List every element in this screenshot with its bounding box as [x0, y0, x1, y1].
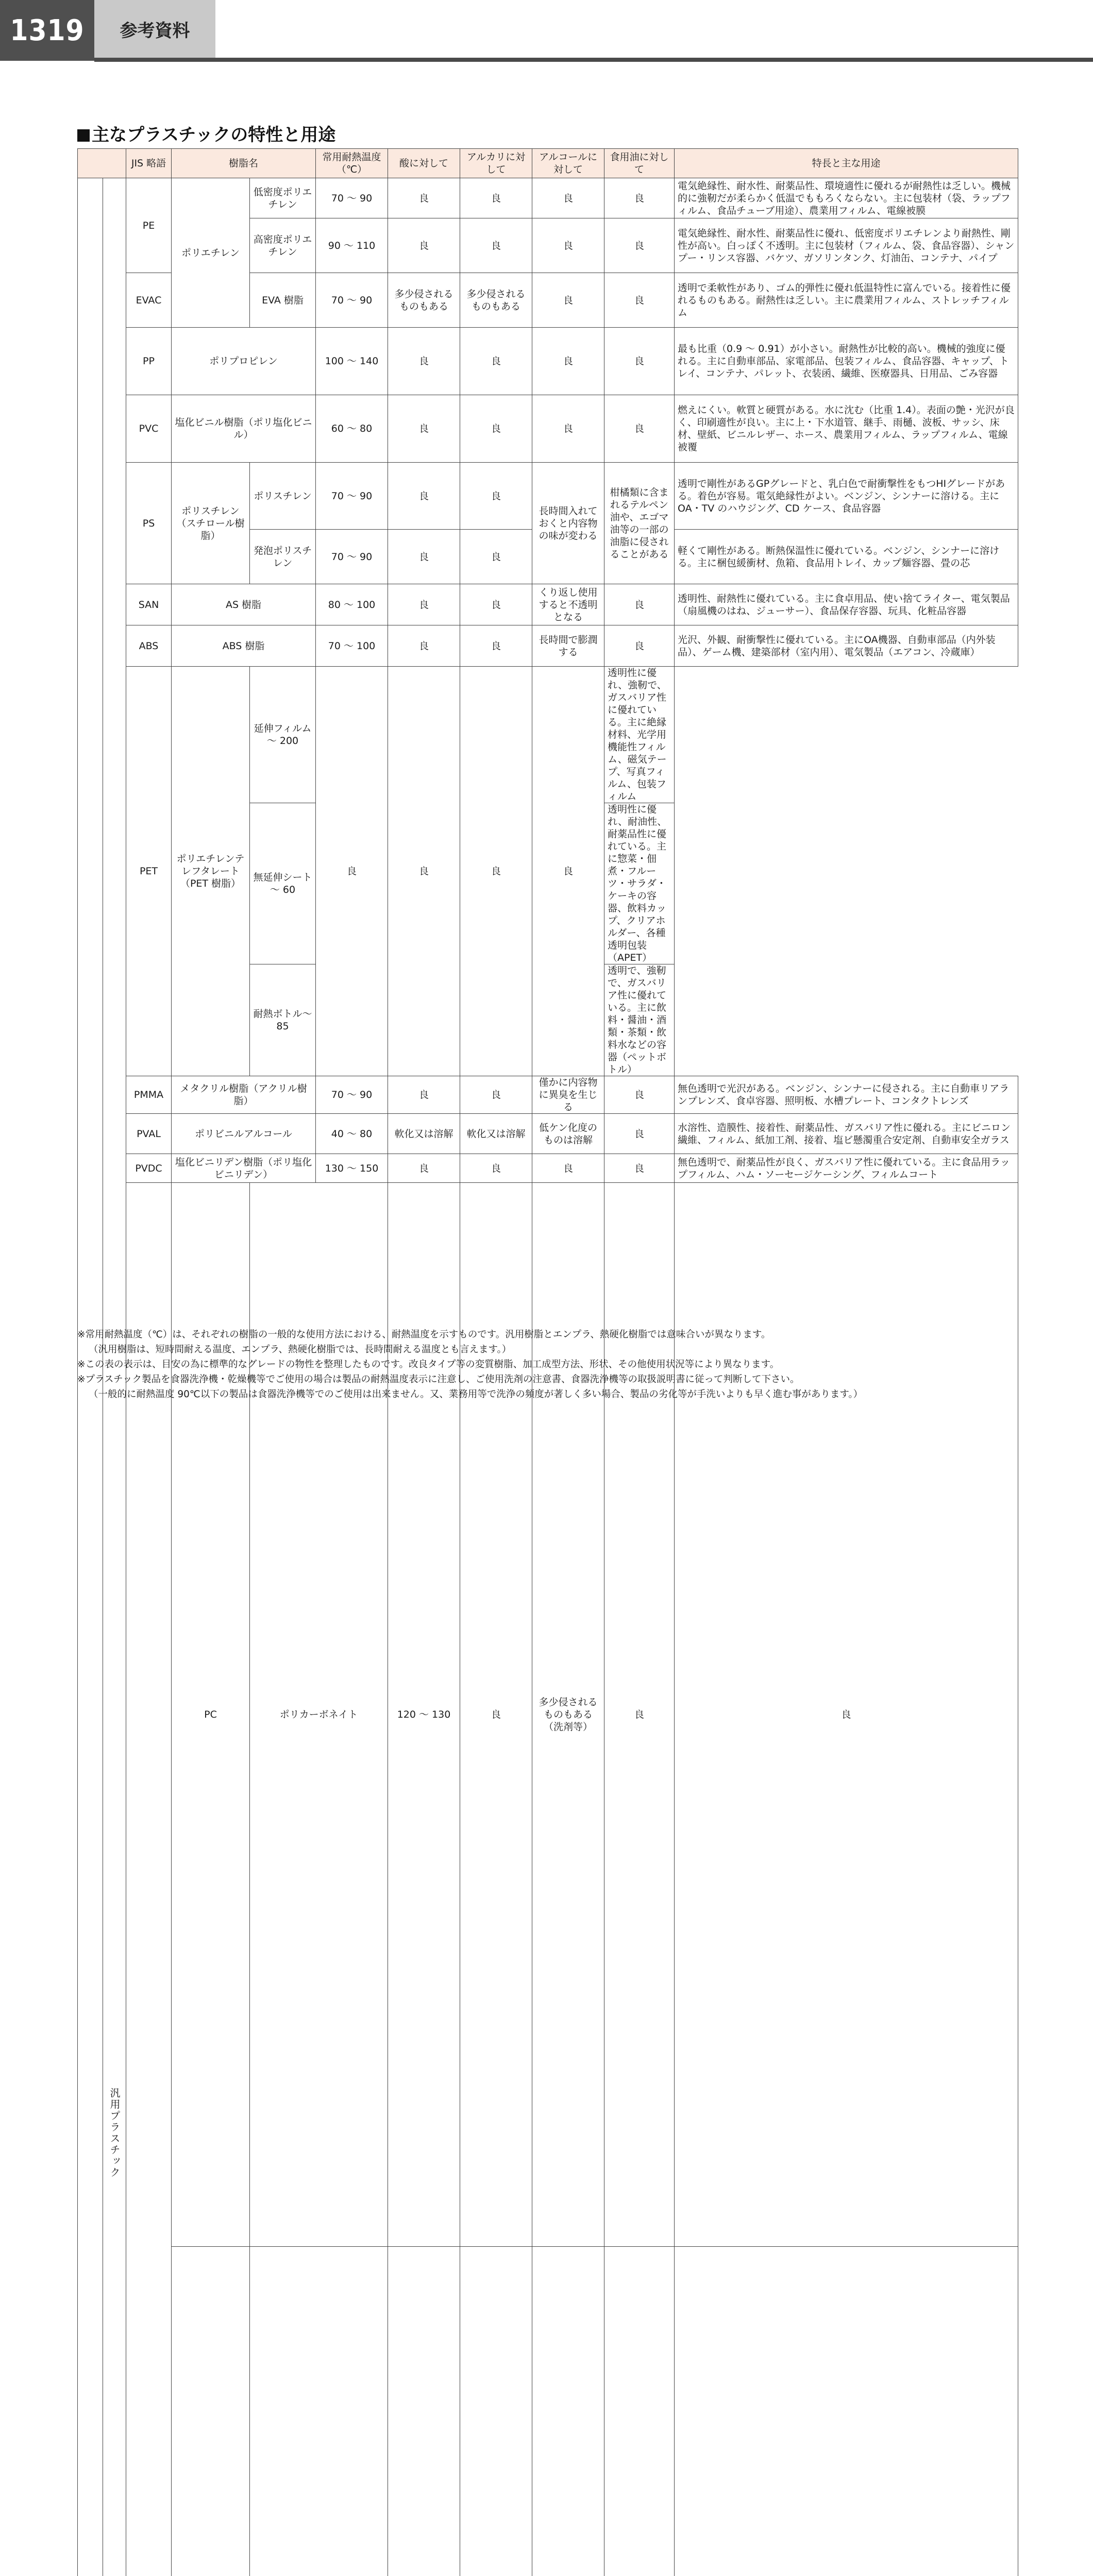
resin-name: 塩化ビニリデン樹脂（ポリ塩化ビニリデン） — [172, 1154, 316, 1183]
jis-code: PP — [126, 328, 172, 395]
resin-subname: 低密度ポリエチレン — [250, 178, 316, 218]
resin-name: ポリビニルアルコール — [172, 1114, 316, 1154]
page-number: 1319 — [0, 0, 94, 61]
resin-name: ポリカーボネイト — [250, 1183, 388, 2247]
table-row — [78, 463, 1018, 530]
alcohol-cell: 良 — [460, 667, 532, 1076]
alkali-cell: 軟化又は溶解 — [460, 1114, 532, 1154]
table-row — [78, 584, 1018, 625]
alcohol-cell — [604, 2247, 675, 2576]
alcohol-cell: くり返し使用すると不透明となる — [532, 584, 604, 625]
resin-name — [250, 2247, 388, 2576]
acid-cell — [460, 2247, 532, 2576]
alkali-cell: 良 — [460, 395, 532, 463]
jis-code — [172, 2247, 250, 2576]
resin-subname: 高密度ポリエチレン — [250, 218, 316, 273]
alkali-cell: 良 — [460, 625, 532, 667]
resin-name: ポリエチレンテレフタレート（PET 樹脂） — [172, 667, 250, 1076]
table-row — [78, 395, 1018, 463]
pet-grade-temp: 無延伸シート～ 60 — [250, 803, 316, 964]
temp-cell: 60 ～ 80 — [316, 395, 388, 463]
acid-cell: 良 — [388, 463, 460, 530]
oil-cell: 良 — [604, 625, 675, 667]
alcohol-cell: 僅かに内容物に異臭を生じる — [532, 1076, 604, 1114]
temp-cell: 120 ～ 130 — [388, 1183, 460, 2247]
alcohol-cell: 良 — [604, 1183, 675, 2247]
alkali-cell: 多少侵されるものもある（洗剤等） — [532, 1183, 604, 2247]
table-row — [78, 1076, 1018, 1114]
header-jis: JIS 略語 — [126, 149, 172, 178]
jis-code: PMMA — [126, 1076, 172, 1114]
pet-grade-temp: 延伸フィルム～ 200 — [250, 667, 316, 803]
features-cell: 透明で剛性があるGPグレードと、乳白色で耐衝撃性をもつHIグレードがある。着色が容易。電気絶縁性がよい。ベンジン、シンナーに溶ける。主に OA・TV のハウジング、CD ケース、食品容器 — [675, 463, 1018, 530]
features-cell: 軽くて剛性がある。断熱保温性に優れている。ベンジン、シンナーに溶ける。主に梱包緩衝材、魚箱、食品用トレイ、カップ麺容器、畳の芯 — [675, 530, 1018, 584]
header-features: 特長と主な用途 — [675, 149, 1018, 178]
acid-cell: 良 — [388, 218, 460, 273]
features-cell: 無色透明で光沢がある。ベンジン、シンナーに侵される。主に自動車リアランプレンズ、食卓容器、照明板、水槽プレート、コンタクトレンズ — [675, 1076, 1018, 1114]
features-cell: 燃えにくい。軟質と硬質がある。水に沈む（比重 1.4）。表面の艶・光沢が良く、印刷適性が良い。主に上・下水道管、継手、雨樋、波板、サッシ、床材、壁紙、ビニルレザー、ホース、農業用フィルム、ラップフィルム、電線被覆 — [675, 395, 1018, 463]
features-cell: 水溶性、造膜性、接着性、耐薬品性、ガスバリア性に優れる。主にビニロン繊維、フィルム、紙加工剤、接着、塩ビ懸濁重合安定剤、自動車安全ガラス — [675, 1114, 1018, 1154]
acid-cell: 多少侵されるものもある — [388, 273, 460, 328]
jis-code: PVAL — [126, 1114, 172, 1154]
temp-cell: 70 ～ 90 — [316, 273, 388, 328]
features-cell: 電気絶縁性、耐水性、耐薬品性、環境適性に優れるが耐熱性は乏しい。機械的に強靭だが柔らかく低温でももろくならない。主に包装材（袋、ラップフィルム、食品チューブ用途）、農業用フィルム、電線被膜 — [675, 178, 1018, 218]
table-row — [78, 178, 1018, 218]
jis-code: PVDC — [126, 1154, 172, 1183]
resin-name: ポリプロピレン — [172, 328, 316, 395]
alkali-cell: 多少侵されるものもある — [460, 273, 532, 328]
alcohol-cell: 良 — [532, 178, 604, 218]
features-cell: 無色透明で、耐薬品性が良く、ガスバリア性に優れている。主に食品用ラップフィルム、ハム・ソーセージケーシング、フィルムコート — [675, 1154, 1018, 1183]
features-cell: 最も比重（0.9 ～ 0.91）が小さい。耐熱性が比較的高い。機械的強度に優れる。主に自動車部品、家電部品、包装フィルム、食品容器、キャップ、トレイ、コンテナ、パレット、衣装函、繊維、医療器具、日用品、ごみ容器 — [675, 328, 1018, 395]
oil-cell: 良 — [532, 667, 604, 1076]
acid-cell: 良 — [388, 530, 460, 584]
acid-cell: 良 — [388, 395, 460, 463]
alcohol-cell: 良 — [532, 1154, 604, 1183]
features-cell: 透明性に優れ、強靭で、ガスバリア性に優れている。主に絶縁材料、光学用機能性フィルム、磁気テープ、写真フィルム、包装フィルム — [604, 667, 675, 803]
features-cell: 光沢、外観、耐衝撃性に優れている。主にOA機器、自動車部品（内外装品）、ゲーム機、建築部材（室内用）、電気製品（エアコン、冷蔵庫） — [675, 625, 1018, 667]
alkali-cell: 良 — [460, 178, 532, 218]
features-cell: 電気絶縁性、耐水性、耐薬品性に優れ、低密度ポリエチレンより耐熱性、剛性が高い。白っぽく不透明。主に包装材（フィルム、袋、食品容器）、シャンプー・リンス容器、バケツ、ガソリンタンク、灯油缶、コンテナ、パイプ — [675, 218, 1018, 273]
acid-cell: 良 — [388, 584, 460, 625]
alkali-cell: 良 — [460, 328, 532, 395]
acid-cell: 良 — [388, 625, 460, 667]
acid-cell: 良 — [388, 328, 460, 395]
temp-cell — [388, 2247, 460, 2576]
features-cell: 透明性に優れ、耐油性、耐薬品性に優れている。主に惣菜・佃煮・フルーツ・サラダ・ケーキの容器、飲料カップ、クリアホルダー、各種透明包装（APET） — [604, 803, 675, 964]
header-bar — [0, 0, 1093, 62]
jis-code: PS — [126, 463, 172, 584]
jis-code: ABS — [126, 625, 172, 667]
oil-cell: 良 — [604, 273, 675, 328]
alcohol-cell: 長時間で膨潤する — [532, 625, 604, 667]
header-resin: 樹脂名 — [172, 149, 316, 178]
table-row — [78, 667, 1018, 803]
temp-cell: 100 ～ 140 — [316, 328, 388, 395]
resin-name: メタクリル樹脂（アクリル樹脂） — [172, 1076, 316, 1114]
temp-cell: 70 ～ 90 — [316, 1076, 388, 1114]
oil-cell: 良 — [604, 584, 675, 625]
alcohol-cell: 良 — [532, 273, 604, 328]
alcohol-cell: 長時間入れておくと内容物の味が変わる — [532, 463, 604, 584]
oil-cell: 良 — [604, 1154, 675, 1183]
table-row — [78, 328, 1018, 395]
header-alcohol: アルコールに対して — [532, 149, 604, 178]
alkali-cell: 良 — [460, 584, 532, 625]
temp-cell: 70 ～ 90 — [316, 463, 388, 530]
jis-code: PVC — [126, 395, 172, 463]
pet-grade-temp: 耐熱ボトル～ 85 — [250, 964, 316, 1076]
resin-name: ABS 樹脂 — [172, 625, 316, 667]
oil-cell: 良 — [604, 395, 675, 463]
resin-name: ポリエチレン — [172, 178, 250, 328]
alcohol-cell: 良 — [532, 218, 604, 273]
section-label: 参考資料 — [94, 0, 215, 58]
table-row — [78, 625, 1018, 667]
header-oil: 食用油に対して — [604, 149, 675, 178]
oil-cell: 良 — [675, 1183, 1018, 2247]
alkali-cell: 良 — [388, 667, 460, 1076]
alkali-cell: 良 — [460, 218, 532, 273]
table-header-row — [78, 149, 1018, 178]
acid-cell: 良 — [388, 1154, 460, 1183]
jis-code: PE — [126, 178, 172, 273]
oil-cell — [675, 2247, 1018, 2576]
jis-code: SAN — [126, 584, 172, 625]
header-rule — [94, 58, 1093, 62]
features-cell: 透明性、耐熱性に優れている。主に食卓用品、使い捨てライター、電気製品（扇風機のはね、ジューサー）、食品保存容器、玩具、化粧品容器 — [675, 584, 1018, 625]
temp-cell: 130 ～ 150 — [316, 1154, 388, 1183]
oil-cell: 良 — [604, 328, 675, 395]
footnote: （一般的に耐熱温度 90℃以下の製品は食器洗浄機等でのご使用は出来ません。又、業務用等で洗浄の頻度が著しく多い場合、製品の劣化等が手洗いよりも早く進む事があります。） — [77, 1387, 1020, 1402]
alkali-cell — [532, 2247, 604, 2576]
jis-code: EVAC — [126, 273, 172, 328]
footnote: ※プラスチック製品を食器洗浄機・乾燥機等でご使用の場合は製品の耐熱温度表示に注意し、ご使用洗剤の注意書、食器洗浄機等の取扱説明書に従って判断して下さい。 — [77, 1372, 1020, 1387]
footnote: ※この表の表示は、目安の為に標準的なグレードの物性を整理したものです。改良タイプ等の変質樹脂、加工成型方法、形状、その他使用状況等により異なります。 — [77, 1357, 1020, 1372]
oil-cell: 良 — [604, 1114, 675, 1154]
jis-code: PET — [126, 667, 172, 1076]
temp-cell: 40 ～ 80 — [316, 1114, 388, 1154]
square-bullet-icon — [77, 129, 90, 142]
temp-cell: 70 ～ 90 — [316, 178, 388, 218]
header-acid: 酸に対して — [388, 149, 460, 178]
oil-cell: 柑橘類に含まれるテルペン油や、エゴマ油等の一部の油脂に侵されることがある — [604, 463, 675, 584]
resin-name: AS 樹脂 — [172, 584, 316, 625]
resin-subname: ポリスチレン — [250, 463, 316, 530]
header-blank — [78, 149, 126, 178]
group-general: 汎用プラスチック — [103, 178, 126, 2576]
footnote: （汎用樹脂は、短時間耐える温度、エンプラ、熱硬化樹脂では、長時間耐える温度とも言えます。） — [77, 1342, 1020, 1357]
footnote: ※常用耐熱温度（℃）は、それぞれの樹脂の一般的な使用方法における、耐熱温度を示すものです。汎用樹脂とエンプラ、熱硬化樹脂では意味合いが異なります。 — [77, 1327, 1020, 1342]
temp-cell: 80 ～ 100 — [316, 584, 388, 625]
acid-cell: 良 — [388, 1076, 460, 1114]
alkali-cell: 良 — [460, 530, 532, 584]
alcohol-cell: 良 — [532, 328, 604, 395]
features-cell: 透明で柔軟性があり、ゴム的弾性に優れ低温特性に富んでいる。接着性に優れるものもある。耐熱性は乏しい。主に農業用フィルム、ストレッチフィルム — [675, 273, 1018, 328]
temp-cell: 90 ～ 110 — [316, 218, 388, 273]
resin-name: ポリスチレン（スチロール樹脂） — [172, 463, 250, 584]
resin-subname: EVA 樹脂 — [250, 273, 316, 328]
table-row — [78, 1154, 1018, 1183]
alkali-cell: 良 — [460, 463, 532, 530]
jis-code: PC — [172, 1183, 250, 2247]
header-alkali: アルカリに対して — [460, 149, 532, 178]
acid-cell: 良 — [460, 1183, 532, 2247]
oil-cell: 良 — [604, 218, 675, 273]
alkali-cell: 良 — [460, 1076, 532, 1114]
alcohol-cell: 低ケン化度のものは溶解 — [532, 1114, 604, 1154]
header-temp: 常用耐熱温度（℃） — [316, 149, 388, 178]
page-title — [77, 121, 335, 146]
features-cell: 透明で、強靭で、ガスバリア性に優れている。主に飲料・醤油・酒類・茶類・飲料水などの容器（ペットボトル） — [604, 964, 675, 1076]
acid-cell: 軟化又は溶解 — [388, 1114, 460, 1154]
resin-subname: 発泡ポリスチレン — [250, 530, 316, 584]
oil-cell: 良 — [604, 1076, 675, 1114]
table-row — [78, 1114, 1018, 1154]
alkali-cell: 良 — [460, 1154, 532, 1183]
acid-cell: 良 — [316, 667, 388, 1076]
page-title-text: 主なプラスチックの特性と用途 — [92, 125, 335, 145]
oil-cell: 良 — [604, 178, 675, 218]
temp-cell: 70 ～ 90 — [316, 530, 388, 584]
temp-cell: 70 ～ 100 — [316, 625, 388, 667]
alcohol-cell: 良 — [532, 395, 604, 463]
footnotes — [77, 1327, 1020, 1402]
acid-cell: 良 — [388, 178, 460, 218]
resin-name: 塩化ビニル樹脂（ポリ塩化ビニル） — [172, 395, 316, 463]
table-row — [78, 2247, 1018, 2576]
